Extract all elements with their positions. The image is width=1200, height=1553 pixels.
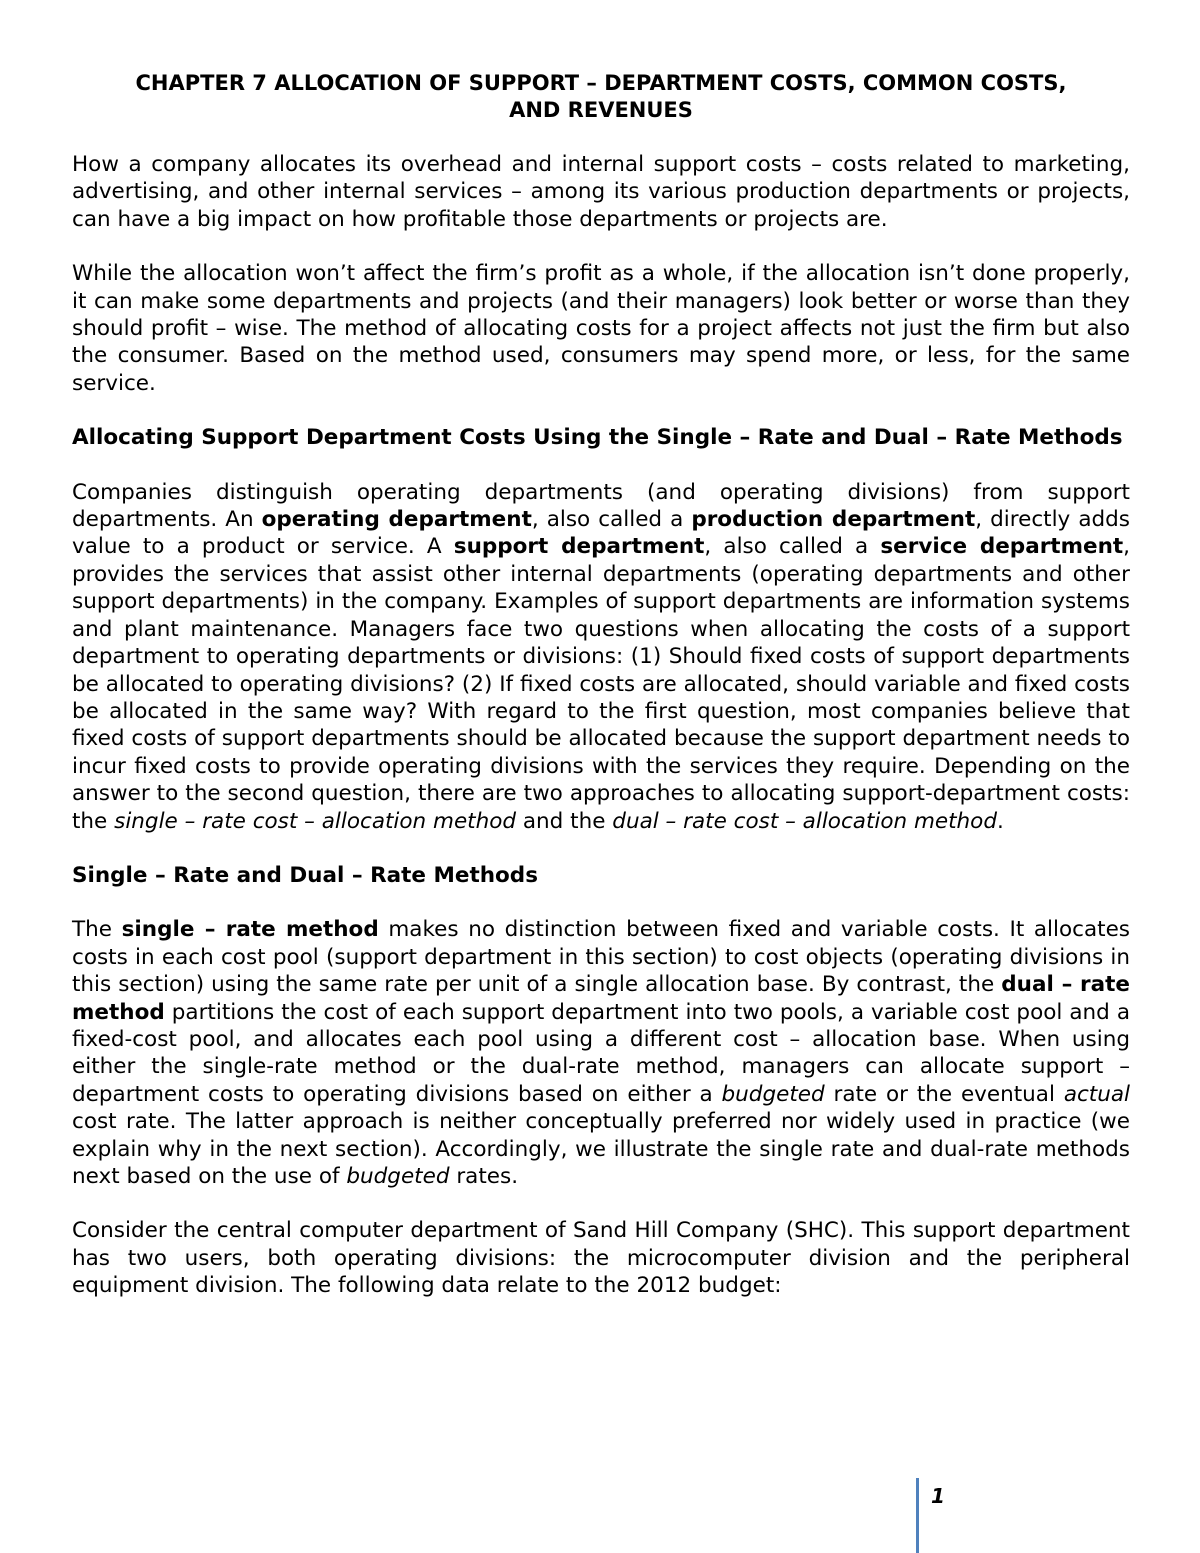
text-run: The (72, 917, 122, 943)
term-operating-department: operating department (261, 507, 532, 533)
emphasis-budgeted: budgeted (721, 1081, 825, 1107)
term-service-department: service department (880, 534, 1124, 560)
text-run: . (997, 808, 1004, 834)
term-single-rate-allocation-method: single – rate cost – allocation method (114, 808, 517, 834)
text-run: , provides the services that assist other internal departments (operating departments and other support departments) in the company. Examples of support departments are information systems and plant maintenance. Managers face two questions when allocating the costs of a support department to operating departments or divisions: (1) Should fixed costs of support departments be allocated to operating divisions? (2) If fixed costs are allocated, should variable and fixed costs be allocated in the same way? With regard to the first question, most companies believe that fixed costs of support departments should be allocated because the support department needs to incur fixed costs to provide operating divisions with the services they require. Depending on the answer to the second question, there are two approaches to allocating support-department costs: the (72, 534, 1130, 834)
term-production-department: production department (691, 507, 976, 533)
chapter-title (72, 70, 1130, 124)
term-support-department: support department (453, 534, 705, 560)
chapter-title-line-2: AND REVENUES (509, 98, 693, 122)
text-run: and the (516, 808, 613, 834)
intro-paragraph: How a company allocates its overhead and internal support costs – costs related to marketing, advertising, and other internal services – among its various production departments or projects, can have a big impact on how profitable those departments or projects are. (72, 152, 1130, 232)
document-page (72, 70, 1130, 1327)
term-single-rate-method: single – rate method (121, 917, 379, 943)
term-dual-rate-method: dual – rate method (72, 972, 1130, 1025)
text-run: , also called a (704, 534, 881, 560)
emphasis-actual: actual (1063, 1081, 1131, 1107)
sand-hill-company-paragraph: Consider the central computer department of Sand Hill Company (SHC). This support department has two users, both operating divisions: the microcomputer division and the peripheral equipment division. The following data relate to the 2012 budget: (72, 1218, 1130, 1299)
emphasis-budgeted: budgeted (346, 1164, 450, 1189)
text-run: , directly adds value to a product or service. A (72, 507, 1130, 560)
text-run: makes no distinction between fixed and variable costs. It allocates costs in each cost pool (support department in this section) to cost objects (operating divisions in this section) using the same rate per unit of a single allocation base. By contrast, the (72, 917, 1130, 998)
text-run: Companies distinguish operating departments (and operating divisions) from support departments. An (72, 479, 1130, 533)
section-heading-single-dual-rate: Single – Rate and Dual – Rate Methods (72, 862, 538, 888)
page-footer (916, 1478, 945, 1553)
text-run: rate or the eventual (824, 1081, 1064, 1107)
text-run: cost rate. The latter approach is neither conceptually preferred nor widely used in practice (we explain why in the next section). Accordingly, we illustrate the single rate and dual-rate methods next based on the use of (72, 1109, 1130, 1189)
single-dual-rate-paragraph (72, 916, 1130, 1190)
text-run: rates. (449, 1164, 519, 1189)
section-heading-allocating-support-costs: Allocating Support Department Costs Using the Single – Rate and Dual – Rate Methods (72, 425, 1123, 451)
operating-support-departments-paragraph (72, 479, 1130, 835)
page-number: 1 (931, 1484, 945, 1508)
allocation-effect-paragraph: While the allocation won’t affect the firm’s profit as a whole, if the allocation isn’t done properly, it can make some departments and projects (and their managers) look better or worse than they should profit – wise. The method of allocating costs for a project affects not just the firm but also the consumer. Based on the method used, consumers may spend more, or less, for the same service. (72, 261, 1130, 396)
term-dual-rate-allocation-method: dual – rate cost – allocation method (612, 808, 997, 834)
text-run: , also called a (531, 507, 692, 533)
chapter-title-line-1: CHAPTER 7 ALLOCATION OF SUPPORT – DEPARTMENT COSTS, COMMON COSTS, (135, 71, 1067, 95)
text-run: partitions the cost of each support department into two pools, a variable cost pool and a fixed-cost pool, and allocates each pool using a different cost – allocation base. When using either the single-rate method or the dual-rate method, managers can allocate support – department costs to operating divisions based on either a (72, 999, 1130, 1107)
